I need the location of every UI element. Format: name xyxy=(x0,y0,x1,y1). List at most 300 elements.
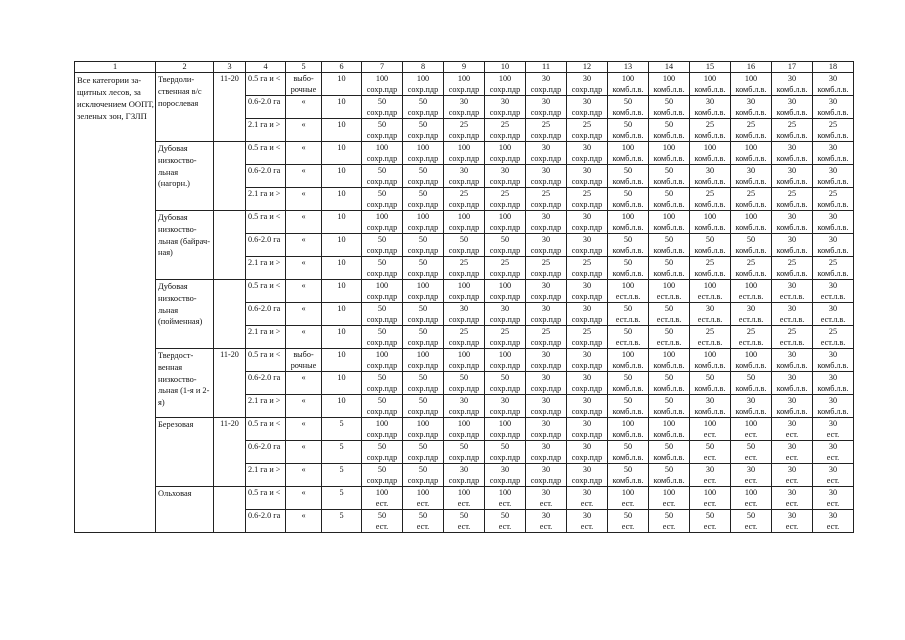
value-method: сохр.пдр xyxy=(407,292,439,301)
value-method: ест. xyxy=(785,499,799,508)
value-method: сохр.пдр xyxy=(489,338,521,347)
value-cell xyxy=(649,349,690,372)
col6-cell: 10 xyxy=(322,326,362,349)
value-method: сохр.пдр xyxy=(366,407,398,416)
value-percent: 30 xyxy=(787,97,797,106)
value-percent: 50 xyxy=(623,373,633,382)
value-method: комб.л.в. xyxy=(612,453,644,462)
value-percent: 30 xyxy=(582,143,592,152)
value-cell xyxy=(649,257,690,280)
value-method: сохр.пдр xyxy=(571,177,603,186)
value-cell xyxy=(362,73,403,96)
value-cell xyxy=(649,211,690,234)
value-percent: 100 xyxy=(703,419,717,428)
value-cell xyxy=(567,165,608,188)
value-percent: 50 xyxy=(705,442,715,451)
value-method: сохр.пдр xyxy=(571,154,603,163)
value-method: сохр.пдр xyxy=(366,85,398,94)
value-method: сохр.пдр xyxy=(366,223,398,232)
forest-regulation-table xyxy=(74,61,854,533)
value-cell xyxy=(649,487,690,510)
value-percent: 100 xyxy=(621,488,635,497)
value-cell xyxy=(813,119,854,142)
value-method: сохр.пдр xyxy=(366,292,398,301)
value-method: сохр.пдр xyxy=(489,108,521,117)
value-cell xyxy=(567,188,608,211)
value-percent: 25 xyxy=(459,189,469,198)
value-cell xyxy=(731,418,772,441)
value-percent: 100 xyxy=(416,281,430,290)
area-cell: 0.5 га и < xyxy=(246,349,286,372)
value-method: сохр.пдр xyxy=(489,154,521,163)
value-cell xyxy=(485,211,526,234)
value-cell xyxy=(485,96,526,119)
value-cell xyxy=(403,326,444,349)
value-percent: 30 xyxy=(787,373,797,382)
value-method: сохр.пдр xyxy=(530,223,562,232)
value-percent: 30 xyxy=(541,465,551,474)
value-percent: 100 xyxy=(662,350,676,359)
col6-cell: 10 xyxy=(322,349,362,372)
value-cell xyxy=(813,96,854,119)
value-percent: 30 xyxy=(582,465,592,474)
value-method: сохр.пдр xyxy=(489,407,521,416)
value-method: сохр.пдр xyxy=(571,338,603,347)
value-percent: 100 xyxy=(457,212,471,221)
value-percent: 30 xyxy=(582,74,592,83)
value-method: комб.л.в. xyxy=(612,154,644,163)
value-method: комб.л.в. xyxy=(612,407,644,416)
value-percent: 25 xyxy=(459,120,469,129)
value-method: сохр.пдр xyxy=(571,407,603,416)
value-method: ест.л.в. xyxy=(656,338,682,347)
value-cell xyxy=(444,326,485,349)
value-cell xyxy=(526,73,567,96)
value-cell xyxy=(772,464,813,487)
value-method: ест. xyxy=(498,522,512,531)
value-method: комб.л.в. xyxy=(653,453,685,462)
value-cell xyxy=(526,372,567,395)
value-cell xyxy=(444,418,485,441)
value-method: ест. xyxy=(744,430,758,439)
value-method: ест. xyxy=(539,499,553,508)
column-number-row xyxy=(75,62,854,73)
table-row xyxy=(75,418,854,441)
value-cell xyxy=(526,510,567,533)
value-cell xyxy=(608,372,649,395)
value-method: сохр.пдр xyxy=(489,315,521,324)
column-number: 18 xyxy=(813,62,854,73)
value-percent: 50 xyxy=(377,166,387,175)
value-cell xyxy=(690,372,731,395)
value-percent: 30 xyxy=(828,465,838,474)
value-cell xyxy=(567,257,608,280)
value-cell xyxy=(567,280,608,303)
value-percent: 100 xyxy=(703,212,717,221)
value-percent: 50 xyxy=(377,304,387,313)
value-cell xyxy=(731,234,772,257)
value-cell xyxy=(690,280,731,303)
age-cell xyxy=(214,280,246,349)
value-percent: 50 xyxy=(418,120,428,129)
value-cell xyxy=(526,326,567,349)
value-method: сохр.пдр xyxy=(530,430,562,439)
value-cell xyxy=(731,165,772,188)
value-percent: 50 xyxy=(664,189,674,198)
value-percent: 100 xyxy=(498,143,512,152)
cutting-method-cell: « xyxy=(286,510,322,533)
value-percent: 50 xyxy=(377,373,387,382)
age-cell xyxy=(214,487,246,533)
value-cell xyxy=(567,441,608,464)
value-method: сохр.пдр xyxy=(407,361,439,370)
value-cell xyxy=(403,96,444,119)
column-number: 12 xyxy=(567,62,608,73)
value-percent: 30 xyxy=(828,166,838,175)
value-percent: 30 xyxy=(541,304,551,313)
value-cell xyxy=(690,119,731,142)
value-percent: 30 xyxy=(787,396,797,405)
value-percent: 25 xyxy=(541,120,551,129)
value-percent: 30 xyxy=(787,212,797,221)
value-percent: 50 xyxy=(418,235,428,244)
age-cell xyxy=(214,211,246,280)
value-percent: 30 xyxy=(582,166,592,175)
value-cell xyxy=(485,257,526,280)
value-cell xyxy=(485,464,526,487)
value-percent: 30 xyxy=(787,488,797,497)
value-cell xyxy=(772,234,813,257)
value-percent: 50 xyxy=(377,511,387,520)
value-cell xyxy=(772,73,813,96)
value-percent: 30 xyxy=(705,396,715,405)
value-method: сохр.пдр xyxy=(489,177,521,186)
value-cell xyxy=(485,73,526,96)
value-cell xyxy=(608,73,649,96)
cutting-method-cell: « xyxy=(286,326,322,349)
value-method: комб.л.в. xyxy=(694,85,726,94)
value-percent: 100 xyxy=(662,212,676,221)
value-cell xyxy=(649,165,690,188)
value-method: сохр.пдр xyxy=(489,430,521,439)
cutting-method-cell: « xyxy=(286,395,322,418)
value-cell xyxy=(608,165,649,188)
value-percent: 100 xyxy=(621,281,635,290)
value-cell xyxy=(813,142,854,165)
value-method: ест. xyxy=(826,453,840,462)
value-cell xyxy=(813,303,854,326)
value-cell xyxy=(485,418,526,441)
value-method: сохр.пдр xyxy=(366,315,398,324)
value-percent: 100 xyxy=(662,143,676,152)
value-method: сохр.пдр xyxy=(571,476,603,485)
value-cell xyxy=(772,303,813,326)
value-cell xyxy=(731,487,772,510)
value-method: сохр.пдр xyxy=(366,269,398,278)
value-percent: 50 xyxy=(623,511,633,520)
value-percent: 50 xyxy=(664,465,674,474)
value-method: сохр.пдр xyxy=(366,177,398,186)
value-method: сохр.пдр xyxy=(448,361,480,370)
value-cell xyxy=(772,418,813,441)
value-method: комб.л.в. xyxy=(694,384,726,393)
value-percent: 50 xyxy=(623,465,633,474)
value-cell xyxy=(403,73,444,96)
value-percent: 100 xyxy=(498,488,512,497)
value-method: ест.л.в. xyxy=(738,315,764,324)
cutting-method-cell: « xyxy=(286,372,322,395)
value-method: комб.л.в. xyxy=(735,269,767,278)
value-method: ест. xyxy=(785,476,799,485)
value-cell xyxy=(772,280,813,303)
value-method: сохр.пдр xyxy=(407,108,439,117)
value-method: сохр.пдр xyxy=(530,315,562,324)
area-cell: 0.5 га и < xyxy=(246,73,286,96)
value-cell xyxy=(772,119,813,142)
value-percent: 30 xyxy=(541,235,551,244)
value-cell xyxy=(813,165,854,188)
value-method: сохр.пдр xyxy=(530,131,562,140)
value-cell xyxy=(526,96,567,119)
table-row xyxy=(75,487,854,510)
value-percent: 30 xyxy=(828,511,838,520)
value-cell xyxy=(649,464,690,487)
value-percent: 100 xyxy=(375,350,389,359)
value-cell xyxy=(690,165,731,188)
value-cell xyxy=(731,142,772,165)
value-percent: 25 xyxy=(541,189,551,198)
value-method: комб.л.в. xyxy=(653,131,685,140)
value-percent: 50 xyxy=(418,465,428,474)
value-percent: 25 xyxy=(541,327,551,336)
value-method: ест. xyxy=(785,453,799,462)
value-cell xyxy=(567,510,608,533)
value-method: комб.л.в. xyxy=(694,154,726,163)
value-percent: 30 xyxy=(500,304,510,313)
value-method: сохр.пдр xyxy=(448,338,480,347)
value-percent: 50 xyxy=(623,258,633,267)
value-cell xyxy=(690,510,731,533)
value-percent: 25 xyxy=(459,258,469,267)
value-method: сохр.пдр xyxy=(407,269,439,278)
value-method: ест.л.в. xyxy=(779,338,805,347)
value-method: сохр.пдр xyxy=(407,131,439,140)
value-method: ест. xyxy=(826,476,840,485)
value-cell xyxy=(772,142,813,165)
table-row xyxy=(75,73,854,96)
value-method: ест. xyxy=(744,476,758,485)
value-cell xyxy=(731,211,772,234)
value-method: сохр.пдр xyxy=(571,269,603,278)
value-cell xyxy=(526,234,567,257)
value-percent: 25 xyxy=(828,120,838,129)
value-method: комб.л.в. xyxy=(612,384,644,393)
value-percent: 30 xyxy=(541,74,551,83)
cutting-method-cell: « xyxy=(286,280,322,303)
value-method: сохр.пдр xyxy=(489,200,521,209)
col6-cell: 10 xyxy=(322,234,362,257)
value-percent: 50 xyxy=(705,511,715,520)
col6-cell: 10 xyxy=(322,119,362,142)
value-percent: 50 xyxy=(664,373,674,382)
value-method: сохр.пдр xyxy=(448,269,480,278)
value-cell xyxy=(813,441,854,464)
value-method: ест.л.в. xyxy=(656,315,682,324)
value-cell xyxy=(731,96,772,119)
value-percent: 25 xyxy=(705,189,715,198)
value-percent: 30 xyxy=(787,442,797,451)
value-percent: 100 xyxy=(621,350,635,359)
value-method: ест. xyxy=(703,453,717,462)
value-percent: 30 xyxy=(582,419,592,428)
value-method: комб.л.в. xyxy=(817,154,849,163)
value-method: сохр.пдр xyxy=(448,430,480,439)
value-cell xyxy=(608,303,649,326)
value-percent: 50 xyxy=(418,166,428,175)
column-number: 2 xyxy=(156,62,214,73)
value-cell xyxy=(403,119,444,142)
value-percent: 30 xyxy=(787,350,797,359)
value-method: сохр.пдр xyxy=(366,384,398,393)
value-cell xyxy=(567,395,608,418)
value-cell xyxy=(690,464,731,487)
value-cell xyxy=(362,96,403,119)
value-method: сохр.пдр xyxy=(489,85,521,94)
value-method: сохр.пдр xyxy=(571,131,603,140)
value-cell xyxy=(444,211,485,234)
value-percent: 30 xyxy=(459,97,469,106)
value-method: сохр.пдр xyxy=(366,361,398,370)
area-cell: 0.5 га и < xyxy=(246,487,286,510)
value-cell xyxy=(526,211,567,234)
value-percent: 30 xyxy=(828,396,838,405)
column-number: 11 xyxy=(526,62,567,73)
value-percent: 25 xyxy=(500,189,510,198)
area-cell: 0.6-2.0 га xyxy=(246,372,286,395)
value-method: ест. xyxy=(826,499,840,508)
value-percent: 30 xyxy=(582,281,592,290)
value-cell xyxy=(362,487,403,510)
value-cell xyxy=(526,349,567,372)
col6-cell: 10 xyxy=(322,73,362,96)
value-cell xyxy=(813,418,854,441)
value-method: комб.л.в. xyxy=(694,407,726,416)
value-method: сохр.пдр xyxy=(448,131,480,140)
value-cell xyxy=(608,487,649,510)
value-method: ест.л.в. xyxy=(820,338,846,347)
value-method: комб.л.в. xyxy=(817,108,849,117)
value-percent: 30 xyxy=(541,281,551,290)
value-cell xyxy=(608,211,649,234)
value-cell xyxy=(444,119,485,142)
value-percent: 30 xyxy=(705,166,715,175)
value-percent: 30 xyxy=(787,143,797,152)
cutting-method-cell: « xyxy=(286,257,322,280)
value-cell xyxy=(731,395,772,418)
area-cell: 0.5 га и < xyxy=(246,280,286,303)
value-percent: 100 xyxy=(662,419,676,428)
value-method: комб.л.в. xyxy=(776,269,808,278)
value-percent: 30 xyxy=(541,396,551,405)
value-percent: 25 xyxy=(746,327,756,336)
value-cell xyxy=(403,510,444,533)
value-percent: 25 xyxy=(541,258,551,267)
value-cell xyxy=(362,372,403,395)
stand-group-cell: Твердолиственная в/с порослевая xyxy=(156,73,214,142)
value-cell xyxy=(444,349,485,372)
value-percent: 50 xyxy=(664,396,674,405)
col6-cell: 5 xyxy=(322,487,362,510)
value-cell xyxy=(362,211,403,234)
value-method: ест. xyxy=(375,522,389,531)
value-cell xyxy=(731,280,772,303)
column-number: 17 xyxy=(772,62,813,73)
value-cell xyxy=(772,441,813,464)
value-cell xyxy=(608,257,649,280)
value-method: сохр.пдр xyxy=(448,223,480,232)
value-cell xyxy=(690,326,731,349)
value-percent: 100 xyxy=(621,419,635,428)
stand-group-cell: Березовая xyxy=(156,418,214,487)
value-cell xyxy=(362,165,403,188)
value-cell xyxy=(526,395,567,418)
value-method: комб.л.в. xyxy=(817,85,849,94)
value-percent: 30 xyxy=(705,304,715,313)
value-method: сохр.пдр xyxy=(571,315,603,324)
value-cell xyxy=(813,510,854,533)
value-percent: 50 xyxy=(664,258,674,267)
value-cell xyxy=(567,487,608,510)
value-method: комб.л.в. xyxy=(776,200,808,209)
value-percent: 100 xyxy=(744,281,758,290)
value-cell xyxy=(526,165,567,188)
cutting-method-cell: « xyxy=(286,303,322,326)
value-method: комб.л.в. xyxy=(612,361,644,370)
value-method: сохр.пдр xyxy=(407,246,439,255)
area-cell: 2.1 га и > xyxy=(246,395,286,418)
value-cell xyxy=(403,349,444,372)
value-cell xyxy=(731,303,772,326)
value-method: сохр.пдр xyxy=(489,223,521,232)
value-cell xyxy=(649,142,690,165)
cutting-method-cell: « xyxy=(286,464,322,487)
value-percent: 50 xyxy=(377,97,387,106)
value-cell xyxy=(608,441,649,464)
value-percent: 30 xyxy=(828,488,838,497)
value-percent: 30 xyxy=(828,442,838,451)
value-percent: 100 xyxy=(498,212,512,221)
value-cell xyxy=(567,349,608,372)
value-percent: 30 xyxy=(500,166,510,175)
value-cell xyxy=(608,234,649,257)
value-cell xyxy=(772,510,813,533)
value-method: сохр.пдр xyxy=(407,338,439,347)
value-method: ест.л.в. xyxy=(615,338,641,347)
column-number: 8 xyxy=(403,62,444,73)
value-method: сохр.пдр xyxy=(448,384,480,393)
value-method: ест. xyxy=(580,499,594,508)
value-method: комб.л.в. xyxy=(735,200,767,209)
value-cell xyxy=(362,510,403,533)
value-cell xyxy=(485,326,526,349)
value-method: сохр.пдр xyxy=(448,453,480,462)
value-method: комб.л.в. xyxy=(653,154,685,163)
value-percent: 25 xyxy=(746,120,756,129)
value-method: ест. xyxy=(785,522,799,531)
value-method: сохр.пдр xyxy=(407,177,439,186)
value-percent: 30 xyxy=(828,74,838,83)
area-cell: 0.5 га и < xyxy=(246,142,286,165)
